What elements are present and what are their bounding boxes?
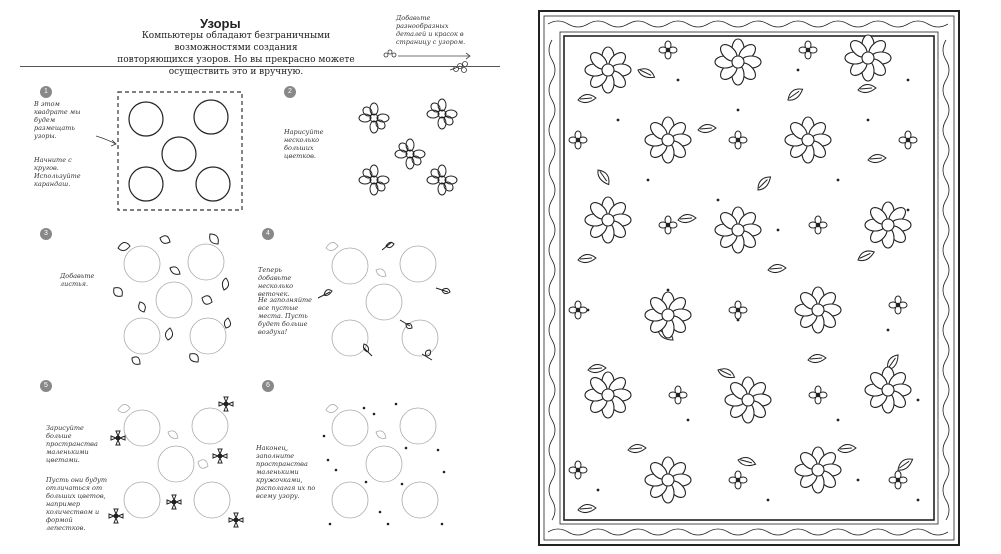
step-4-illustration	[316, 228, 456, 368]
intro-line-1: Компьютеры обладают безграничными возможностями создания	[141, 31, 331, 53]
step-2-number: 2	[284, 86, 296, 98]
header-divider	[20, 66, 500, 67]
page-title: Узоры	[200, 16, 241, 31]
step-3-text-a: Добавьте листья.	[60, 272, 95, 288]
step-3-number: 3	[40, 228, 52, 240]
step-1-illustration	[96, 84, 256, 216]
step-6-number: 6	[262, 380, 274, 392]
step-3-illustration	[110, 228, 240, 368]
step-5-text-b: Пусть они будут отличаться от больших цветов, например количеством и формой лепестков.	[46, 476, 108, 532]
step-2-illustration	[350, 92, 470, 202]
pattern-artwork	[538, 10, 960, 546]
side-note: Добавьте разнообразных деталей и красок в страницу с узором.	[396, 14, 466, 46]
step-5-number: 5	[40, 380, 52, 392]
step-6-text-a: Наконец, заполните пространства маленькими кружочками, располагая их по всему узору.	[256, 444, 316, 500]
step-5-text-a: Зарисуйте больше пространства маленькими цветами.	[46, 424, 98, 464]
right-page	[510, 0, 1001, 554]
step-4-text-a: Теперь добавьте несколько веточек.	[258, 266, 294, 298]
step-6-illustration	[316, 392, 456, 532]
step-1-number: 1	[40, 86, 52, 98]
step-4-number: 4	[262, 228, 274, 240]
step-2-text-a: Нарисуйте несколько больших цветков.	[284, 128, 324, 160]
step-4-text-b: Не заполняйте все пустые места. Пусть будет больше воздуха!	[258, 296, 313, 336]
step-1-text-a: В этом квадрате мы будем размещать узоры.	[34, 100, 81, 140]
step-5-illustration	[108, 392, 248, 532]
arrow-icon	[380, 44, 480, 84]
intro-line-2: повторяющихся узоров. Но вы прекрасно можете осуществить это и вручную.	[117, 55, 355, 77]
intro-text	[106, 30, 366, 78]
step-1-text-b: Начните с кругов. Используйте карандаш.	[34, 156, 81, 188]
